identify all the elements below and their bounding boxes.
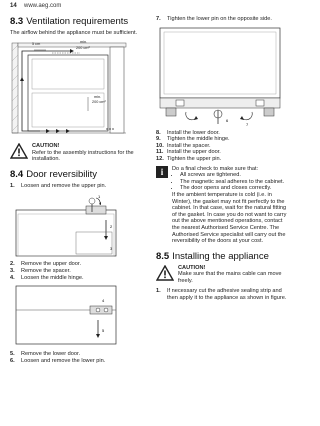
section-8-4-heading: 8.4 Door reversibility <box>10 168 97 180</box>
label-min-top: min. <box>80 40 88 44</box>
svg-text:2: 2 <box>110 224 113 230</box>
list-item: 10. Install the spacer. <box>156 142 211 149</box>
ventilation-figure <box>10 41 128 139</box>
list-item: 6. Loosen and remove the lower pin. <box>10 357 106 364</box>
info-note-final-check <box>156 166 288 245</box>
list-item: 11. Install the upper door. <box>156 149 221 156</box>
info-lead: Do a final check to make sure that: <box>172 165 259 172</box>
section-8-3-heading: 8.3 Ventilation requirements <box>10 16 129 27</box>
page-header <box>10 3 290 13</box>
caution-note-assembly <box>10 143 142 163</box>
svg-text:6: 6 <box>226 117 229 123</box>
list-item: • The door opens and closes correctly. <box>180 185 288 192</box>
list-item: 5. Remove the lower door. <box>10 351 81 358</box>
label-5cm: 5 cm <box>32 42 41 46</box>
list-item: 4. Loosen the middle hinge. <box>10 274 84 281</box>
upper-pin-figure <box>10 192 128 258</box>
svg-text:4: 4 <box>102 298 105 304</box>
list-item: • All screws are tightened. <box>180 172 288 179</box>
list-item: 7. Tighten the lower pin on the opposite side. <box>156 16 272 22</box>
lower-pin-figure <box>156 26 286 128</box>
caution-text: Make sure that the mains cable can move freely. <box>178 271 282 284</box>
list-item: • The magnetic seal adheres to the cabinet. <box>180 179 288 186</box>
svg-text:7: 7 <box>246 121 249 127</box>
caution-title: CAUTION! <box>32 143 60 149</box>
caution-text: Refer to the assembly instructions for the installation. <box>32 149 134 163</box>
list-item: 3. Remove the spacer. <box>10 267 71 274</box>
label-area-side: 200 cm² <box>92 100 106 104</box>
page-number: 14 <box>10 3 17 9</box>
svg-text:1: 1 <box>98 194 101 200</box>
list-item: 8. Install the lower door. <box>156 129 220 136</box>
list-item: 1. If necessary cut the adhesive sealing strip and then apply it to the appliance as shown in figure. <box>156 288 287 302</box>
list-item: 9. Tighten the middle hinge. <box>156 136 230 143</box>
label-min-side: min. <box>94 95 102 99</box>
list-item: 2. Remove the upper door. <box>10 261 82 268</box>
middle-hinge-figure <box>10 284 128 348</box>
info-text: If the ambient temperature is cold (i.e. in Winter), the gasket may not fit perfectly to the cabinet. In that case, wait for the natural fitting of the gasket. In case you do not want to carry out the above mentioned operations, contact the nearest Authorised Service Centre. The Authorised Service specialist will carry out the reversibility of the doors at your cost. <box>172 191 287 245</box>
ventilation-intro: The airflow behind the appliance must be sufficient. <box>10 30 138 36</box>
right-column <box>156 16 288 302</box>
warning-icon <box>10 143 28 159</box>
list-item: 12. Tighten the upper pin. <box>156 155 222 162</box>
svg-text:3: 3 <box>110 246 113 252</box>
label-area-top: 200 cm² <box>76 46 90 50</box>
section-8-5-heading: 8.5 Installing the appliance <box>156 250 269 262</box>
warning-icon <box>156 265 174 281</box>
left-column <box>10 16 142 364</box>
info-icon: i <box>156 166 168 178</box>
header-url: www.aeg.com <box>24 3 62 9</box>
caution-note-cable <box>156 265 288 285</box>
svg-text:5: 5 <box>102 328 105 334</box>
list-item: 1. Loosen and remove the upper pin. <box>10 182 107 189</box>
caution-title: CAUTION! <box>178 264 206 271</box>
